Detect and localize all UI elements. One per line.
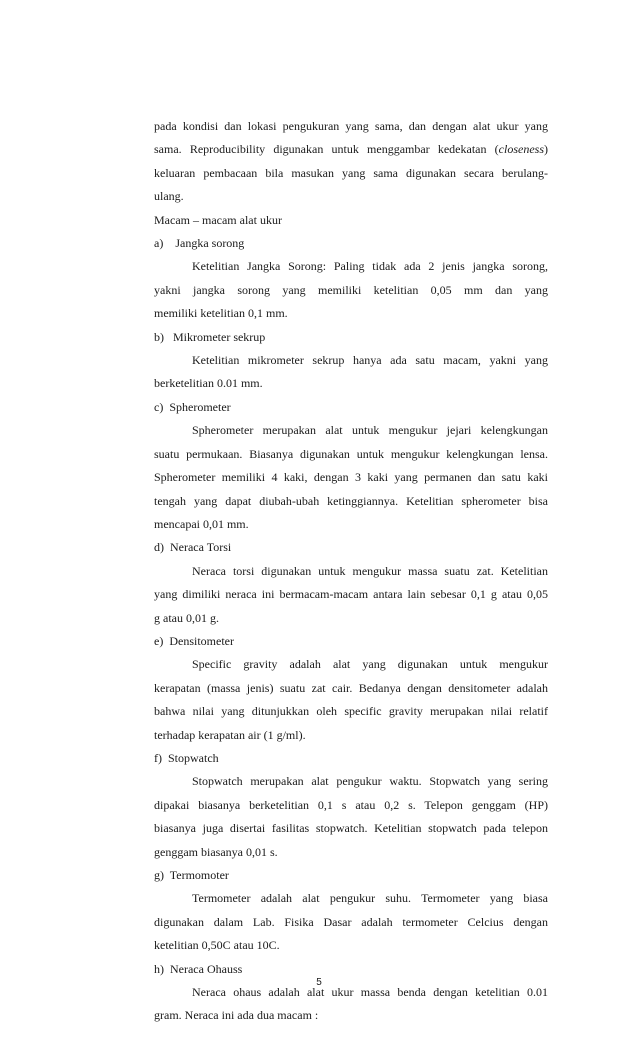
item-heading: d) Neraca Torsi bbox=[154, 540, 232, 555]
item-line: Spherometer memiliki 4 kaki, dengan 3 kaki yang permanen dan satu kaki bbox=[154, 470, 548, 485]
item-line: Ketelitian mikrometer sekrup hanya ada satu macam, yakni yang bbox=[192, 353, 548, 368]
item-heading: g) Termomoter bbox=[154, 868, 229, 882]
item-line: suatu permukaan. Biasanya digunakan untuk mengukur kelengkungan lensa. bbox=[154, 446, 548, 461]
item-line: genggam biasanya 0,01 s. bbox=[154, 844, 278, 859]
item-heading: c) Spherometer bbox=[154, 399, 231, 414]
item-line: tengah yang dapat diubah-ubah ketinggiannya. Ketelitian spherometer bisa bbox=[154, 493, 548, 508]
item-line: Ketelitian Jangka Sorong: Paling tidak ada 2 jenis jangka sorong, bbox=[192, 259, 548, 274]
intro-emphasis: closeness bbox=[498, 142, 544, 157]
item-heading: f) Stopwatch bbox=[154, 750, 219, 765]
item-heading: b) Mikrometer sekrup bbox=[154, 329, 266, 344]
item-line: Specific gravity adalah alat yang digunakan untuk mengukur bbox=[192, 657, 548, 672]
item-line: mencapai 0,01 mm. bbox=[154, 516, 249, 531]
item-heading: e) Densitometer bbox=[154, 633, 234, 648]
intro-text: sama. Reproducibility digunakan untuk menggambar kedekatan ( bbox=[154, 142, 499, 157]
item-line: dipakai biasanya berketelitian 0,1 s atau 0,2 s. Telepon genggam (HP) bbox=[154, 797, 548, 812]
item-line: Termometer adalah alat pengukur suhu. Termometer yang biasa bbox=[192, 891, 548, 906]
item-line: Stopwatch merupakan alat pengukur waktu. Stopwatch yang sering bbox=[192, 774, 548, 789]
item-line: ketelitian 0,50C atau 10C. bbox=[154, 938, 280, 953]
intro-line: pada kondisi dan lokasi pengukuran yang sama, dan dengan alat ukur yang bbox=[154, 119, 548, 133]
item-line: Neraca torsi digunakan untuk mengukur massa suatu zat. Ketelitian bbox=[192, 563, 548, 578]
intro-line: ulang. bbox=[154, 189, 184, 204]
item-line: g atau 0,01 g. bbox=[154, 610, 219, 625]
item-line: kerapatan (massa jenis) suatu zat cair. Bedanya dengan densitometer adalah bbox=[154, 680, 548, 695]
page-number: 5 bbox=[316, 977, 322, 988]
item-line: Spherometer merupakan alat untuk mengukur jejari kelengkungan bbox=[192, 423, 548, 438]
item-heading: h) Neraca Ohauss bbox=[154, 961, 243, 976]
item-line: bahwa nilai yang ditunjukkan oleh specific gravity merupakan nilai relatif bbox=[154, 704, 548, 719]
item-line: memiliki ketelitian 0,1 mm. bbox=[154, 306, 288, 321]
item-heading: a) Jangka sorong bbox=[154, 236, 245, 251]
item-line: terhadap kerapatan air (1 g/ml). bbox=[154, 727, 306, 742]
section-title: Macam – macam alat ukur bbox=[154, 212, 282, 227]
item-line: Neraca ohaus adalah alat ukur massa benda dengan ketelitian 0.01 bbox=[192, 985, 548, 1000]
intro-line bbox=[154, 138, 548, 161]
item-line: gram. Neraca ini ada dua macam : bbox=[154, 1008, 319, 1023]
intro-line: keluaran pembacaan bila masukan yang sama digunakan secara berulang- bbox=[154, 165, 548, 180]
item-line: biasanya juga disertai fasilitas stopwatch. Ketelitian stopwatch pada telepon bbox=[154, 821, 548, 836]
body-text bbox=[154, 115, 548, 1028]
item-line: berketelitian 0.01 mm. bbox=[154, 376, 263, 391]
intro-text: ) bbox=[544, 142, 548, 157]
item-line: digunakan dalam Lab. Fisika Dasar adalah termometer Celcius dengan bbox=[154, 914, 548, 929]
item-line: yang dimiliki neraca ini bermacam-macam antara lain sebesar 0,1 g atau 0,05 bbox=[154, 587, 548, 602]
item-line: yakni jangka sorong yang memiliki ketelitian 0,05 mm dan yang bbox=[154, 282, 548, 297]
